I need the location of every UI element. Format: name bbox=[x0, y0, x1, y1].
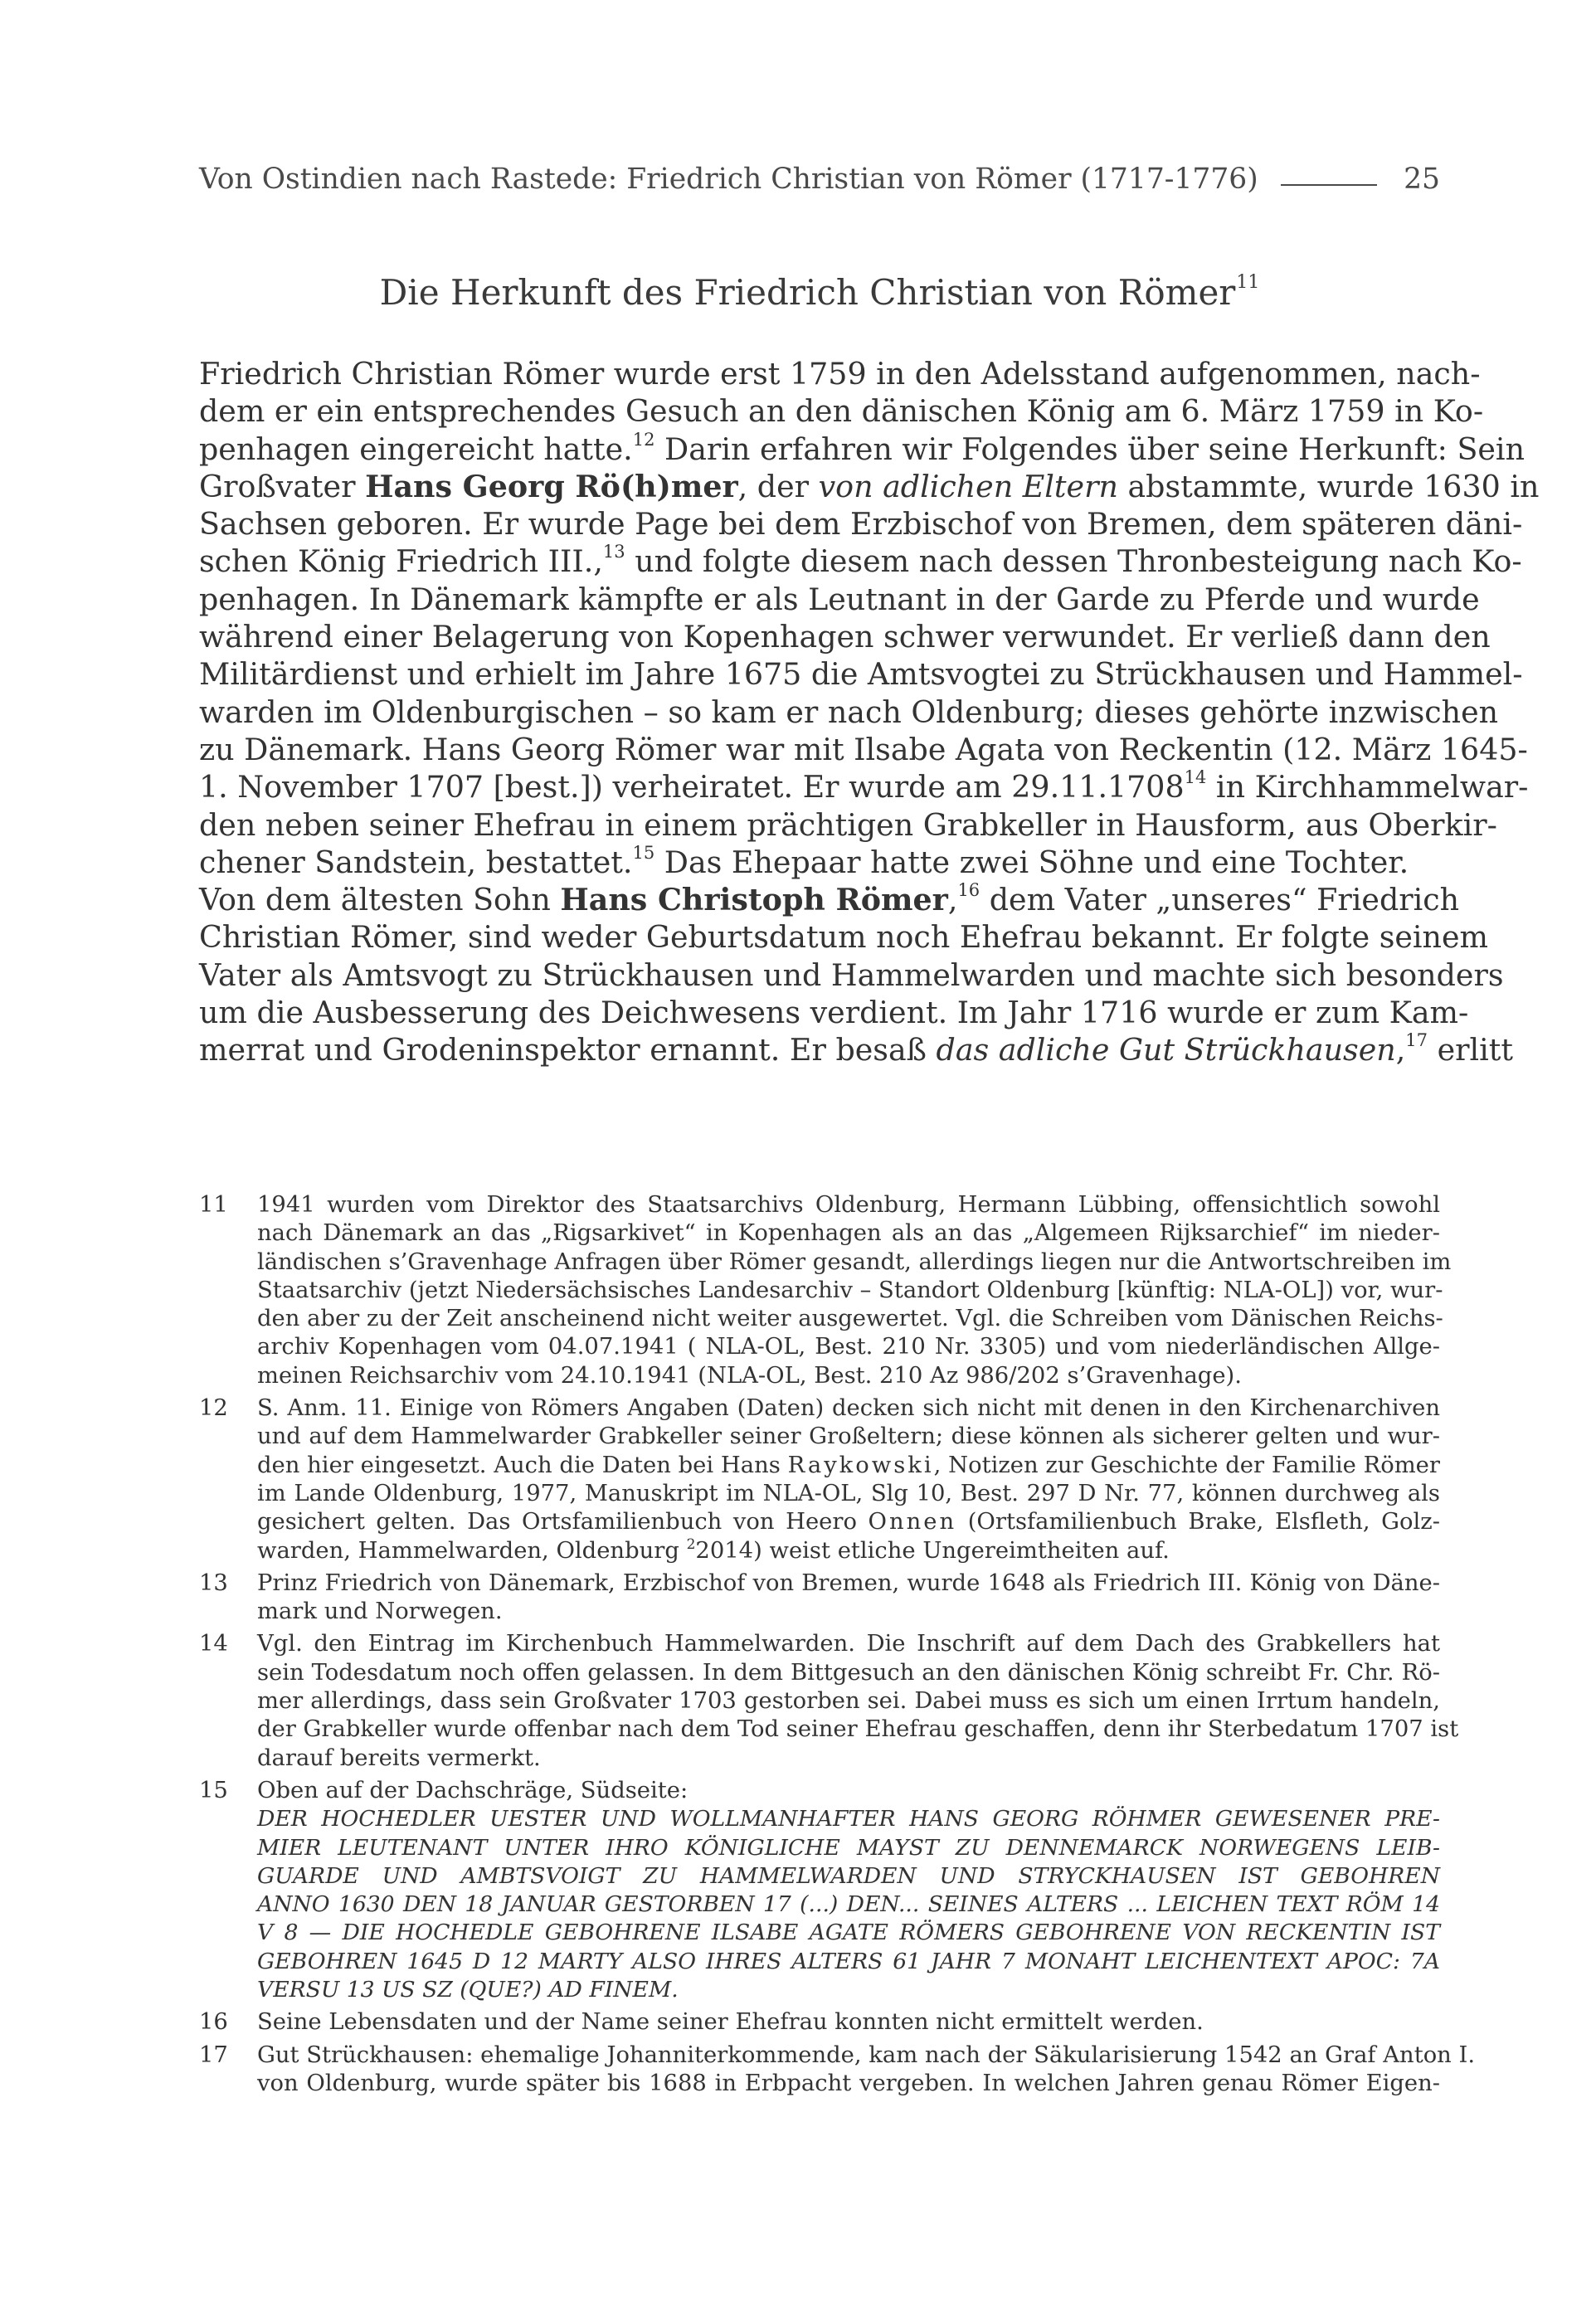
footnote-line: meinen Reichsarchiv vom 24.10.1941 (NLA-OL, Best. 210 Az 986/202 s’Gravenhage). bbox=[257, 1362, 1242, 1389]
footnote-line: 1941 wurden vom Direktor des Staatsarchivs Oldenburg, Hermann Lübbing, offensichtlich sowohl bbox=[257, 1192, 1440, 1218]
inscription-line: GEBOHREN 1645 D 12 MARTY ALSO IHRES ALTERS 61 JAHR 7 MONAHT LEICHENTEXT APOC: 7A bbox=[257, 1948, 1440, 1974]
footnote-ref: 12 bbox=[632, 429, 655, 450]
footnote-line: sein Todesdatum noch offen gelassen. In dem Bittgesuch an den dänischen König schreibt Fr. Chr. Rö- bbox=[257, 1659, 1440, 1686]
author-name: Onnen bbox=[868, 1509, 957, 1535]
body-line: 1. November 1707 [best.]) verheiratet. Er wurde am 29.11.1708$^{14}$ in Kirchhammelwar- bbox=[199, 767, 1529, 805]
inscription-line: ANNO 1630 DEN 18 JANUAR GESTORBEN 17 (...) DEN... SEINES ALTERS ... LEICHEN TEXT RÖM 14 bbox=[257, 1891, 1440, 1918]
footnote-12 bbox=[199, 1394, 1440, 1565]
footnote-ref: 14 bbox=[1184, 767, 1207, 788]
footnotes bbox=[199, 1191, 1476, 2102]
footnote-ref: 17 bbox=[1405, 1030, 1428, 1051]
footnote-number: 17 bbox=[199, 2042, 228, 2068]
footnote-line: und auf dem Hammelwarder Grabkeller seiner Großeltern; diese können als sicherer gelten und wur- bbox=[257, 1423, 1440, 1450]
footnote-number: 15 bbox=[199, 1777, 228, 1803]
footnote-line: mer allerdings, dass sein Großvater 1703 gestorben sei. Dabei muss es sich um einen Irrtum handeln, bbox=[257, 1688, 1440, 1715]
footnote-number: 12 bbox=[199, 1395, 228, 1422]
inscription-line: V 8 — DIE HOCHEDLE GEBOHRENE ILSABE AGATE RÖMERS GEBOHRENE VON RECKENTIN IST bbox=[257, 1920, 1440, 1946]
footnote-ref: 11 bbox=[1236, 272, 1260, 293]
body-paragraphs bbox=[199, 355, 1540, 1069]
footnote-line: archiv Kopenhagen vom 04.07.1941 ( NLA-OL, Best. 210 Nr. 3305) und vom niederländischen Allge- bbox=[257, 1334, 1440, 1360]
quoted-phrase: das adliche Gut Strückhausen bbox=[936, 1032, 1396, 1068]
body-line: merrat und Grodeninspektor ernannt. Er besaß das adliche Gut Strückhausen,$^{17}$ erlitt bbox=[199, 1030, 1514, 1068]
footnote-line: den hier eingesetzt. Auch die Daten bei Hans Raykowski, Notizen zur Geschichte der Familie Römer bbox=[257, 1452, 1440, 1478]
body-line: um die Ausbesserung des Deichwesens verdient. Im Jahr 1716 wurde er zum Kam- bbox=[199, 995, 1469, 1031]
footnote-line: Vgl. den Eintrag im Kirchenbuch Hammelwarden. Die Inschrift auf dem Dach des Grabkellers hat bbox=[257, 1631, 1440, 1657]
body-line: Friedrich Christian Römer wurde erst 1759 in den Adelsstand aufgenommen, nach- bbox=[199, 356, 1481, 392]
footnote-line: warden, Hammelwarden, Oldenburg $^2$2014) weist etliche Ungereimtheiten auf. bbox=[257, 1535, 1170, 1564]
footnote-line: im Lande Oldenburg, 1977, Manuskript im NLA-OL, Slg 10, Best. 297 D Nr. 77, können durchweg als bbox=[257, 1480, 1440, 1506]
footnote-line: darauf bereits vermerkt. bbox=[257, 1745, 541, 1771]
body-line: chener Sandstein, bestattet.$^{15}$ Das Ehepaar hatte zwei Söhne und eine Tochter. bbox=[199, 842, 1409, 880]
running-head bbox=[199, 163, 1440, 207]
body-line: warden im Oldenburgischen – so kam er nach Oldenburg; dieses gehörte inzwischen bbox=[199, 693, 1499, 730]
body-line: penhagen. In Dänemark kämpfte er als Leutnant in der Garde zu Pferde und wurde bbox=[199, 581, 1480, 617]
footnote-number: 14 bbox=[199, 1631, 228, 1657]
footnote-line: Prinz Friedrich von Dänemark, Erzbischof von Bremen, wurde 1648 als Friedrich III. König von Däne- bbox=[257, 1569, 1440, 1596]
body-line: Vater als Amtsvogt zu Strückhausen und Hammelwarden und machte sich besonders bbox=[199, 956, 1504, 993]
footnote-line: Oben auf der Dachschräge, Südseite: bbox=[257, 1777, 689, 1803]
footnote-line: Gut Strückhausen: ehemalige Johanniterkommende, kam nach der Säkularisierung 1542 an Graf Anton I. bbox=[257, 2042, 1476, 2068]
person-name: Hans Georg Rö(h)mer bbox=[365, 468, 738, 504]
body-line: Militärdienst und erhielt im Jahre 1675 die Amtsvogtei zu Strückhausen und Hammel- bbox=[199, 656, 1523, 693]
running-head-title: Von Ostindien nach Rastede: Friedrich Christian von Römer (1717-1776) bbox=[199, 163, 1258, 196]
footnote-number: 13 bbox=[199, 1569, 228, 1596]
footnote-line: von Oldenburg, wurde später bis 1688 in Erbpacht vergeben. In welchen Jahren genau Römer Eigen- bbox=[257, 2070, 1440, 2096]
footnote-line: nach Dänemark an das „Rigsarkivet“ in Kopenhagen als an das „Algemeen Rijksarchief“ im nieder- bbox=[257, 1220, 1440, 1247]
body-line: den neben seiner Ehefrau in einem prächtigen Grabkeller in Hausform, aus Oberkir- bbox=[199, 806, 1497, 843]
footnote-17 bbox=[199, 2042, 1476, 2099]
body-line: Großvater Hans Georg Rö(h)mer, der von adlichen Eltern abstammte, wurde 1630 in bbox=[199, 468, 1540, 504]
footnote-ref: 13 bbox=[602, 542, 625, 562]
footnote-16 bbox=[199, 2008, 1440, 2037]
footnote-line: den aber zu der Zeit anscheinend nicht weiter ausgewertet. Vgl. die Schreiben vom Dänischen Reichs- bbox=[257, 1306, 1443, 1332]
body-line: schen König Friedrich III.,$^{13}$ und folgte diesem nach dessen Thronbesteigung nach Ko- bbox=[199, 542, 1522, 580]
footnote-ref: 15 bbox=[632, 842, 655, 863]
footnote-line: ländischen s’Gravenhage Anfragen über Römer gesandt, allerdings liegen nur die Antwortschreiben im bbox=[257, 1248, 1452, 1275]
inscription-line: VERSU 13 US SZ (QUE?) AD FINEM. bbox=[257, 1977, 679, 2003]
footnote-line: Staatsarchiv (jetzt Niedersächsisches Landesarchiv – Standort Oldenburg [künftig: NLA-OL]) vor, wur- bbox=[257, 1277, 1443, 1303]
page-number: 25 bbox=[1404, 163, 1440, 196]
inscription-line: DER HOCHEDLER UESTER UND WOLLMANHAFTER HANS GEORG RÖHMER GEWESENER PRE- bbox=[257, 1806, 1440, 1832]
running-head-rule bbox=[1281, 184, 1377, 186]
edition-mark: 2 bbox=[686, 1535, 696, 1553]
inscription-line: GUARDE UND AMBTSVOIGT ZU HAMMELWARDEN UND STRYCKHAUSEN IST GEBOHREN bbox=[257, 1862, 1440, 1889]
body-line: während einer Belagerung von Kopenhagen schwer verwundet. Er verließ dann den bbox=[199, 619, 1491, 655]
body-line: penhagen eingereicht hatte.$^{12}$ Darin erfahren wir Folgendes über seine Herkunft: Sein bbox=[199, 429, 1525, 467]
footnote-number: 11 bbox=[199, 1192, 228, 1218]
footnote-number: 16 bbox=[199, 2009, 228, 2036]
inscription-line: MIER LEUTENANT UNTER IHRO KÖNIGLICHE MAYST ZU DENNEMARCK NORWEGENS LEIB- bbox=[257, 1834, 1440, 1861]
person-name: Hans Christoph Römer bbox=[560, 882, 948, 918]
footnote-11 bbox=[199, 1191, 1452, 1390]
body-line: zu Dänemark. Hans Georg Römer war mit Ilsabe Agata von Reckentin (12. März 1645- bbox=[199, 731, 1528, 767]
footnote-line: gesichert gelten. Das Ortsfamilienbuch von Heero Onnen (Ortsfamilienbuch Brake, Elsfleth, Golz- bbox=[257, 1509, 1440, 1535]
quoted-phrase: von adlichen Eltern bbox=[818, 468, 1118, 504]
footnote-line: mark und Norwegen. bbox=[257, 1599, 503, 1625]
footnote-14 bbox=[199, 1630, 1459, 1772]
body-line: Von dem ältesten Sohn Hans Christoph Römer,$^{16}$ dem Vater „unseres“ Friedrich bbox=[199, 880, 1460, 918]
body-line: Sachsen geboren. Er wurde Page bei dem Erzbischof von Bremen, dem späteren däni- bbox=[199, 506, 1523, 543]
footnote-ref: 16 bbox=[957, 880, 980, 901]
body-line: Christian Römer, sind weder Geburtsdatum noch Ehefrau bekannt. Er folgte seinem bbox=[199, 919, 1489, 956]
body-line: dem er ein entsprechendes Gesuch an den dänischen König am 6. März 1759 in Ko- bbox=[199, 393, 1484, 430]
footnote-line: Seine Lebensdaten und der Name seiner Ehefrau konnten nicht ermittelt werden. bbox=[257, 2009, 1204, 2036]
footnote-line: der Grabkeller wurde offenbar nach dem Tod seiner Ehefrau geschaffen, denn ihr Sterbedatum 1707 ist bbox=[257, 1716, 1459, 1743]
footnote-15 bbox=[199, 1777, 1440, 2004]
footnote-line: S. Anm. 11. Einige von Römers Angaben (Daten) decken sich nicht mit denen in den Kirchenarchiven bbox=[257, 1395, 1440, 1422]
author-name: Raykowski bbox=[787, 1452, 934, 1478]
footnote-13 bbox=[199, 1569, 1440, 1627]
section-heading-text: Die Herkunft des Friedrich Christian von Römer bbox=[379, 272, 1236, 313]
section-heading bbox=[199, 272, 1440, 313]
